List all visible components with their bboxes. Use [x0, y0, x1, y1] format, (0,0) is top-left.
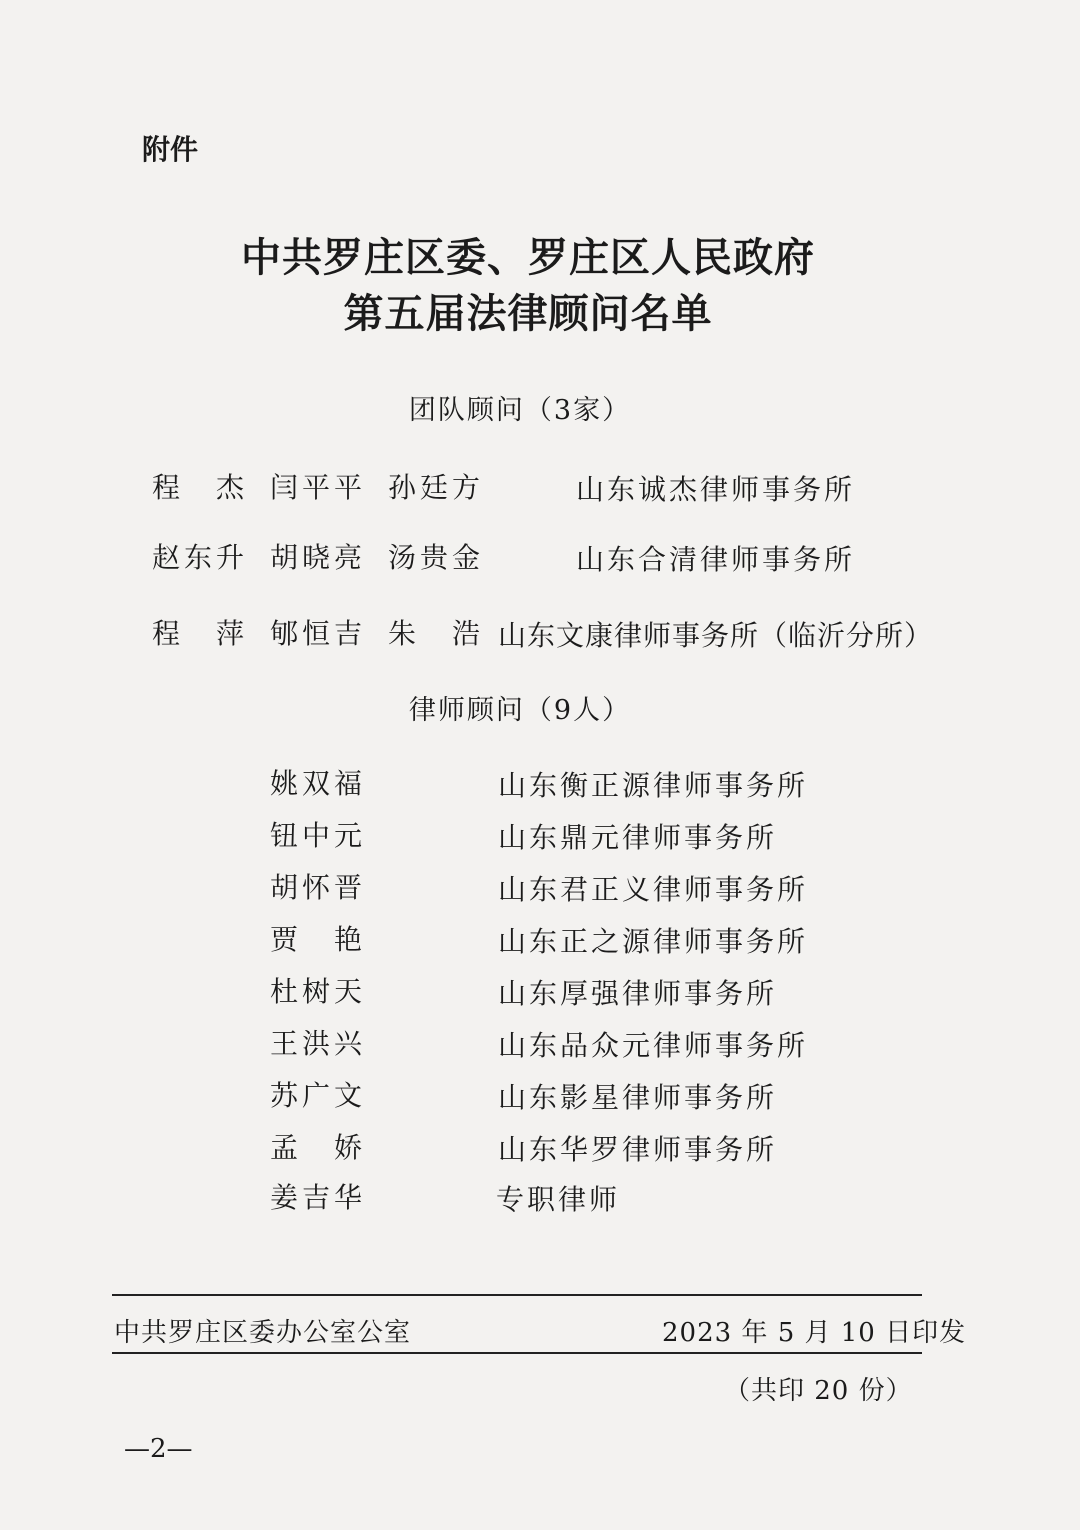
- lawyer-firm: 山东品众元律师事务所: [498, 1029, 809, 1062]
- footer-bottom-rule: [112, 1352, 922, 1354]
- lawyer-firm: 山东华罗律师事务所: [498, 1133, 778, 1166]
- team-member-name: 赵东升: [152, 541, 249, 574]
- team-member-name: 汤贵金: [388, 541, 485, 574]
- footer-date: 2023 年 5 月 10 日印发: [662, 1318, 967, 1348]
- lawyer-section-heading: 律师顾问（9人）: [408, 695, 632, 726]
- lawyer-firm: 山东正之源律师事务所: [498, 925, 809, 958]
- lawyer-name: 姚双福: [270, 767, 367, 800]
- lawyer-name: 杜树天: [270, 975, 367, 1008]
- attachment-label: 附件: [142, 133, 199, 166]
- lawyer-name: 孟 娇: [270, 1131, 367, 1164]
- lawyer-firm: 山东影星律师事务所: [498, 1081, 778, 1114]
- lawyer-firm: 专职律师: [496, 1183, 621, 1216]
- lawyer-name: 贾 艳: [270, 923, 367, 956]
- team-firm: 山东诚杰律师事务所: [576, 473, 856, 506]
- team-section-heading: 团队顾问（3家）: [408, 395, 632, 426]
- team-member-name: 胡晓亮: [270, 541, 367, 574]
- lawyer-firm: 山东厚强律师事务所: [498, 977, 778, 1010]
- team-member-name: 朱 浩: [388, 617, 485, 650]
- title-line-1: 中共罗庄区委、罗庄区人民政府: [241, 234, 815, 281]
- lawyer-name: 胡怀晋: [270, 871, 367, 904]
- footer-top-rule: [112, 1294, 922, 1296]
- title-line-2: 第五届法律顾问名单: [343, 290, 713, 337]
- page-number: —2—: [124, 1434, 193, 1464]
- footer-issuer: 中共罗庄区委办公室公室: [114, 1318, 412, 1348]
- team-firm: 山东文康律师事务所（临沂分所）: [498, 619, 934, 652]
- lawyer-name: 苏广文: [270, 1079, 367, 1112]
- lawyer-firm: 山东君正义律师事务所: [498, 873, 809, 906]
- team-firm: 山东合清律师事务所: [576, 543, 856, 576]
- team-member-name: 孙廷方: [388, 471, 485, 504]
- team-member-name: 闫平平: [270, 471, 367, 504]
- lawyer-name: 钮中元: [270, 819, 367, 852]
- lawyer-firm: 山东鼎元律师事务所: [498, 821, 778, 854]
- team-member-name: 郇恒吉: [270, 617, 367, 650]
- team-member-name: 程 萍: [152, 617, 249, 650]
- team-member-name: 程 杰: [152, 471, 249, 504]
- footer-copies: （共印 20 份）: [724, 1376, 913, 1406]
- lawyer-name: 姜吉华: [270, 1181, 367, 1214]
- lawyer-firm: 山东衡正源律师事务所: [498, 769, 809, 802]
- lawyer-name: 王洪兴: [270, 1027, 367, 1060]
